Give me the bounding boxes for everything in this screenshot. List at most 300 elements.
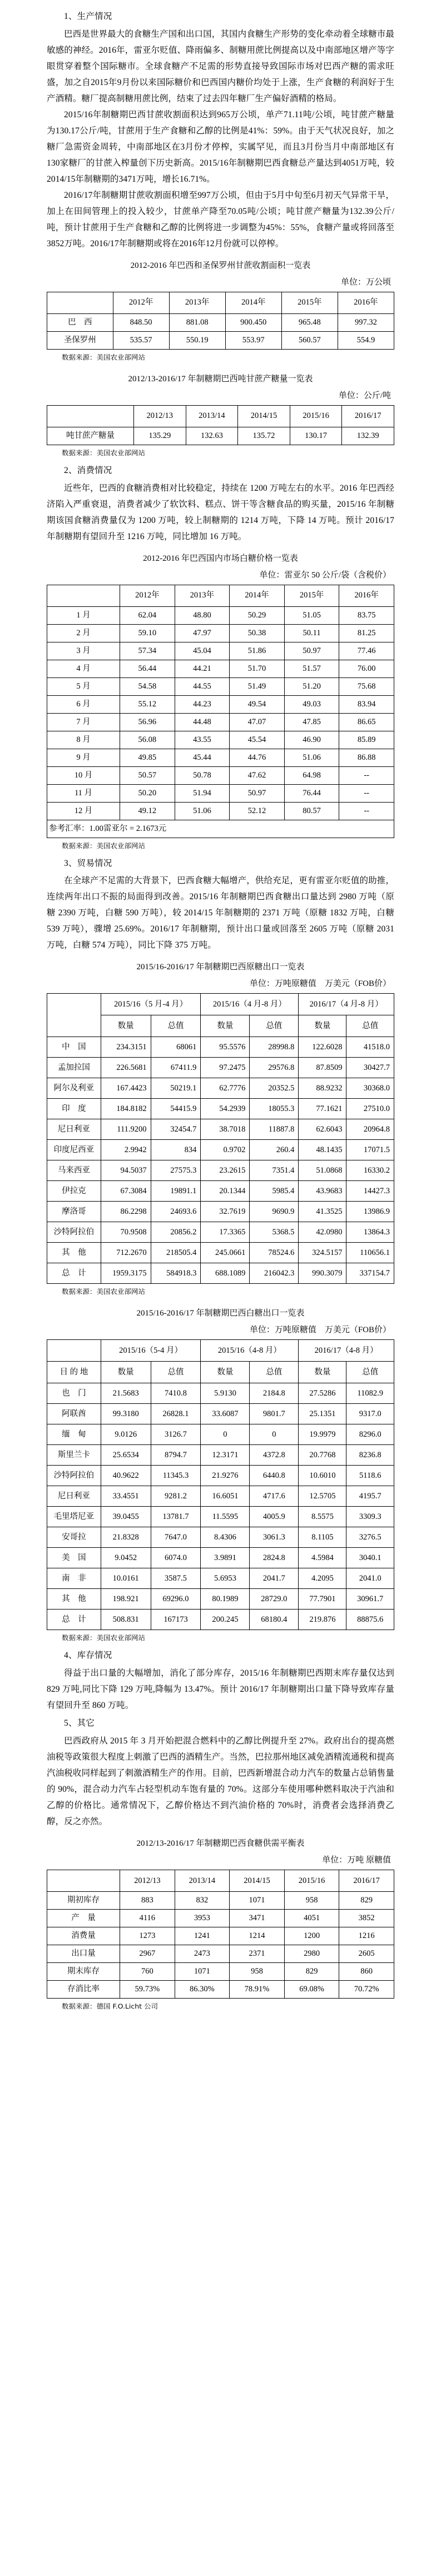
cell-value: 1071 — [175, 1962, 230, 1980]
cell-value: 29576.8 — [250, 1058, 299, 1078]
cell-value: 8794.7 — [151, 1445, 201, 1466]
cell-value: 86.30% — [175, 1980, 230, 1998]
cell-value: 0 — [201, 1424, 250, 1445]
table-white-sugar-export — [47, 1339, 394, 1630]
cell-value: 75.68 — [339, 677, 394, 695]
source-note: 数据来源：美国农业部网站 — [62, 1634, 146, 1642]
cell-value: 40.9622 — [101, 1466, 151, 1486]
cell-value: 4116 — [120, 1909, 175, 1927]
paragraph-other-1: 巴西政府从 2015 年 3 月开始把混合燃料中的乙醇比例提升至 27%。政府出台的提高燃油税等政策很大程度上刺激了巴西的酒精生产。当然，巴拉那州地区减免酒精流通税和提高汽油税收同样起到了刺激酒精生产的作用。目前，巴西新增混合动力汽车的数量占总销售量的 90%，混合动力汽车占轻型机动车饱有量的 70%。这部分车使用哪种燃料取决于汽油和乙醇的价格比。通常情况下，乙醇价格达不到汽油价格的 70%时，消费者会选择消费乙醇，反之亦然。 — [47, 1736, 394, 1826]
cell-value: 50.38 — [230, 624, 285, 642]
cell-value: 54.2939 — [201, 1099, 250, 1119]
cell-value: 1959.3175 — [101, 1263, 151, 1284]
cell-value: 55.12 — [120, 695, 175, 713]
cell-value: 68061 — [151, 1037, 201, 1058]
table-row — [47, 1445, 394, 1466]
row-label: 1 月 — [47, 606, 120, 624]
row-label: 中 国 — [47, 1037, 101, 1058]
row-label: 其 他 — [47, 1589, 101, 1610]
row-label: 8 月 — [47, 731, 120, 749]
cell-value: 50219.1 — [151, 1078, 201, 1099]
table-row — [47, 1466, 394, 1486]
cell-value: 132.63 — [186, 427, 238, 445]
table-title-yield: 2012/13-2016/17 年制糖期巴西吨甘蔗产糖量一览表 — [128, 374, 313, 383]
cell-header: 数量 — [299, 1362, 346, 1383]
cell-value: 27575.3 — [151, 1160, 201, 1181]
cell-value: 965.48 — [281, 313, 338, 331]
row-label: 11 月 — [47, 784, 120, 802]
cell-value: 25.6534 — [101, 1445, 151, 1466]
table-row — [47, 313, 394, 331]
cell-value: 1071 — [230, 1891, 285, 1909]
row-label: 4 月 — [47, 660, 120, 677]
cell-value: 57.34 — [120, 642, 175, 660]
table-row — [47, 427, 394, 445]
cell-header: 数量 — [101, 1362, 151, 1383]
row-label: 缅 甸 — [47, 1424, 101, 1445]
table-row — [47, 677, 394, 695]
cell-value: 18055.3 — [250, 1099, 299, 1119]
table-row — [47, 1870, 394, 1891]
cell-value: 881.08 — [169, 313, 225, 331]
cell-value: -- — [339, 784, 394, 802]
table-row — [47, 642, 394, 660]
section-heading-consumption: 2、消费情况 — [64, 465, 112, 475]
cell-value: 135.29 — [134, 427, 186, 445]
cell-value: 560.57 — [281, 331, 338, 349]
cell-header — [47, 994, 101, 1037]
cell-header: 2014/15 — [238, 405, 290, 427]
cell-value: 50.78 — [175, 766, 230, 784]
cell-value: 7647.0 — [151, 1527, 201, 1548]
cell-value: 85.89 — [339, 731, 394, 749]
table-row — [47, 820, 394, 838]
table-row — [47, 1362, 394, 1383]
paragraph-production-1: 巴西是世界最大的食糖生产国和出口国，其国内食糖生产形势的变化牵动着全球糖市最敏感的神经。2016年，雷亚尔贬值、降雨偏多、制糖用蔗比例提高以及中南部地区增产等字眼贯穿着整个国际糖市。全球食糖产不足需的形势直接导致国际市场对巴西产糖的需求旺盛，加之自2015年9月份以来国际糖价和巴西国内糖价均处于上涨，生产食糖的利润好于生产酒精。糖厂提高制糖用蔗比例，结束了过去四年糖厂生产偏好酒精的格局。 — [47, 29, 394, 103]
cell-value: 47.07 — [230, 713, 285, 731]
cell-value: 44.55 — [175, 677, 230, 695]
table-row — [47, 624, 394, 642]
cell-value: 9690.9 — [250, 1202, 299, 1222]
cell-value: 45.04 — [175, 642, 230, 660]
table-row — [47, 1340, 394, 1362]
cell-value: 39.0455 — [101, 1507, 151, 1527]
cell-value: 226.5681 — [101, 1058, 151, 1078]
paragraph-production-2: 2015/16年制糖期巴西甘蔗收割面积达到965万公顷，单产71.11吨/公顷，吨甘蔗产糖量为130.17公斤/吨，甘蔗用于生产食糖和乙醇的比例是41%：59%。由于天气状况良好，加之糖厂急需资金周转，中南部地区在3月份才停榨，实属罕见，而且3月份当月中南部地区有130家糖厂的甘蔗入榨量创下历史新高。2015/16年制糖期巴西食糖总产量达到4051万吨，较2014/15年制糖期的3471万吨，增长16.71%。 — [47, 109, 394, 184]
row-label: 7 月 — [47, 713, 120, 731]
cell-header — [47, 405, 134, 427]
cell-value: 14427.3 — [346, 1181, 394, 1202]
cell-value: 2041.0 — [346, 1568, 394, 1589]
cell-value: 2041.7 — [250, 1568, 299, 1589]
cell-header: 数量 — [101, 1015, 151, 1037]
cell-value: 51.49 — [230, 677, 285, 695]
cell-value: 20856.2 — [151, 1222, 201, 1243]
cell-value: 5985.4 — [250, 1181, 299, 1202]
cell-header — [47, 1870, 120, 1891]
cell-header: 数量 — [299, 1015, 346, 1037]
cell-value: 10.0161 — [101, 1568, 151, 1589]
cell-value: 554.9 — [338, 331, 394, 349]
cell-value: 3953 — [175, 1909, 230, 1927]
table-row — [47, 1980, 394, 1998]
cell-value: 883 — [120, 1891, 175, 1909]
cell-value: 1216 — [339, 1927, 394, 1945]
cell-value: 28729.0 — [250, 1589, 299, 1610]
row-label: 总 计 — [47, 1263, 101, 1284]
cell-value: 337154.7 — [346, 1263, 394, 1284]
cell-value: 219.876 — [299, 1610, 346, 1630]
cell-header-group: 2015/16（5 月-4 月） — [101, 994, 201, 1015]
cell-value: 12.5705 — [299, 1486, 346, 1507]
section-heading-trade: 3、贸易情况 — [64, 858, 112, 868]
table-row — [47, 1383, 394, 1404]
table-row — [47, 1568, 394, 1589]
table-row — [47, 1181, 394, 1202]
cell-value: 3126.7 — [151, 1424, 201, 1445]
cell-value: 67411.9 — [151, 1058, 201, 1078]
row-label: 阿联酋 — [47, 1404, 101, 1424]
cell-header: 总值 — [346, 1015, 394, 1037]
table-unit-raw-export: 单位：万吨原糖值 万美元（FOB价） — [249, 979, 391, 989]
cell-value: 2980 — [284, 1945, 339, 1962]
cell-value: 11082.9 — [346, 1383, 394, 1404]
row-label: 产 量 — [47, 1909, 120, 1927]
table-row — [47, 1160, 394, 1181]
cell-value: 50.29 — [230, 606, 285, 624]
cell-value: 88.9232 — [299, 1078, 346, 1099]
source-note-licht: 数据来源：德国 F.O.Licht 公司 — [62, 2002, 158, 2010]
cell-value: 6074.0 — [151, 1548, 201, 1568]
cell-value: 198.921 — [101, 1589, 151, 1610]
table-row — [47, 1527, 394, 1548]
cell-value: 80.1989 — [201, 1589, 250, 1610]
cell-value: 21.9276 — [201, 1466, 250, 1486]
cell-value: 59.73% — [120, 1980, 175, 1998]
cell-value: 51.06 — [284, 749, 339, 766]
row-label: 印度尼西亚 — [47, 1140, 101, 1160]
cell-value: 2605 — [339, 1945, 394, 1962]
cell-value: 62.04 — [120, 606, 175, 624]
cell-value: 70.9508 — [101, 1222, 151, 1243]
cell-value: 13781.7 — [151, 1507, 201, 1527]
cell-value: 5.9130 — [201, 1383, 250, 1404]
cell-value: 13864.3 — [346, 1222, 394, 1243]
cell-header: 总值 — [346, 1362, 394, 1383]
cell-value: 9.0452 — [101, 1548, 151, 1568]
cell-value: 52.12 — [230, 802, 285, 820]
cell-value: 68180.4 — [250, 1610, 299, 1630]
cell-header-group: 2015/16（5-4 月） — [101, 1340, 201, 1362]
cell-value: 62.7776 — [201, 1078, 250, 1099]
cell-value: 4372.8 — [250, 1445, 299, 1466]
cell-value: 43.9683 — [299, 1181, 346, 1202]
row-label: 3 月 — [47, 642, 120, 660]
cell-value: 4717.6 — [250, 1486, 299, 1507]
cell-value: 80.57 — [284, 802, 339, 820]
cell-header-group: 2015/16（4 月-8 月） — [201, 994, 299, 1015]
cell-value: 111.9200 — [101, 1119, 151, 1140]
cell-header: 目 的 地 — [47, 1362, 101, 1383]
cell-value: 64.98 — [284, 766, 339, 784]
cell-value: 829 — [284, 1962, 339, 1980]
cell-value: 218505.4 — [151, 1243, 201, 1263]
cell-value: 30368.0 — [346, 1078, 394, 1099]
table-row — [47, 1078, 394, 1099]
paragraph-inventory-1: 得益于出口量的大幅增加，消化了部分库存，2015/16 年制糖期巴西期末库存量仅达到 829 万吨,同比下降 129 万吨,降幅为 13.47%。预计 2016/17 年制糖期出口量下降导致库存量有望回升至 860 万吨。 — [47, 1668, 394, 1711]
cell-value: 44.76 — [230, 749, 285, 766]
cell-value: 78.91% — [230, 1980, 285, 1998]
table-row — [47, 1909, 394, 1927]
table-row — [47, 1058, 394, 1078]
cell-header-group: 2016/17（4-8 月） — [299, 1340, 394, 1362]
cell-header: 2013年 — [175, 585, 230, 606]
cell-value: 50.97 — [230, 784, 285, 802]
cell-value: 48.1435 — [299, 1140, 346, 1160]
table-row — [47, 606, 394, 624]
cell-value: 860 — [339, 1962, 394, 1980]
cell-value: 59.10 — [120, 624, 175, 642]
cell-header: 2012年 — [113, 292, 169, 313]
cell-value: 2184.8 — [250, 1383, 299, 1404]
table-row — [47, 1243, 394, 1263]
table-row — [47, 331, 394, 349]
row-label: 阿尔及利亚 — [47, 1078, 101, 1099]
row-label: 9 月 — [47, 749, 120, 766]
cell-header — [47, 1340, 101, 1362]
cell-value: 30427.7 — [346, 1058, 394, 1078]
cell-value: 94.5037 — [101, 1160, 151, 1181]
section-heading-production: 1、生产情况 — [64, 12, 112, 21]
row-label: 南 非 — [47, 1568, 101, 1589]
cell-value: 3061.3 — [250, 1527, 299, 1548]
cell-value: 5118.6 — [346, 1466, 394, 1486]
cell-value: 17.3365 — [201, 1222, 250, 1243]
cell-value: 550.19 — [169, 331, 225, 349]
cell-value: 78524.6 — [250, 1243, 299, 1263]
table-row — [47, 1202, 394, 1222]
cell-value: 260.4 — [250, 1140, 299, 1160]
cell-value: 997.32 — [338, 313, 394, 331]
cell-value: 11887.8 — [250, 1119, 299, 1140]
cell-header: 总值 — [250, 1015, 299, 1037]
cell-header: 总值 — [151, 1015, 201, 1037]
row-label: 期末库存 — [47, 1962, 120, 1980]
cell-value: 95.5576 — [201, 1037, 250, 1058]
table-row — [47, 1404, 394, 1424]
source-note: 数据来源：美国农业部网站 — [62, 841, 146, 850]
cell-value: 122.6028 — [299, 1037, 346, 1058]
cell-header: 2015/16 — [284, 1870, 339, 1891]
cell-value: 26828.1 — [151, 1404, 201, 1424]
cell-value: 4.2095 — [299, 1568, 346, 1589]
cell-value: 51.20 — [284, 677, 339, 695]
table-row — [47, 1548, 394, 1568]
cell-value: 2371 — [230, 1945, 285, 1962]
cell-value: 49.12 — [120, 802, 175, 820]
cell-value: 8296.0 — [346, 1424, 394, 1445]
table-row — [47, 1610, 394, 1630]
cell-value: 13986.9 — [346, 1202, 394, 1222]
cell-value: 9281.2 — [151, 1486, 201, 1507]
table-row — [47, 1037, 394, 1058]
cell-value: 958 — [284, 1891, 339, 1909]
cell-header — [47, 292, 113, 313]
cell-value: 54.58 — [120, 677, 175, 695]
row-label: 圣保罗州 — [47, 331, 113, 349]
cell-value: 553.97 — [225, 331, 281, 349]
cell-value: 47.62 — [230, 766, 285, 784]
row-label: 摩洛哥 — [47, 1202, 101, 1222]
cell-value: 46.90 — [284, 731, 339, 749]
cell-value: 2.9942 — [101, 1140, 151, 1160]
cell-value: 97.2475 — [201, 1058, 250, 1078]
row-label: 消费量 — [47, 1927, 120, 1945]
table-raw-sugar-export — [47, 993, 394, 1284]
row-label: 伊拉克 — [47, 1181, 101, 1202]
table-unit-white-export: 单位：万吨原糖值 万美元（FOB价） — [249, 1326, 391, 1335]
cell-value: 4.5984 — [299, 1548, 346, 1568]
cell-value: 216042.3 — [250, 1263, 299, 1284]
cell-value: 2824.8 — [250, 1548, 299, 1568]
cell-value: 44.21 — [175, 660, 230, 677]
cell-value: 245.0661 — [201, 1243, 250, 1263]
table-row — [47, 695, 394, 713]
cell-value: 77.1621 — [299, 1099, 346, 1119]
row-label: 沙特阿拉伯 — [47, 1466, 101, 1486]
row-label: 印 度 — [47, 1099, 101, 1119]
row-label: 5 月 — [47, 677, 120, 695]
cell-value: 44.23 — [175, 695, 230, 713]
cell-value: 69.08% — [284, 1980, 339, 1998]
cell-value: 9.0126 — [101, 1424, 151, 1445]
cell-value: 88875.6 — [346, 1610, 394, 1630]
table-row — [47, 1945, 394, 1962]
cell-value: 33.6087 — [201, 1404, 250, 1424]
cell-value: 19.9979 — [299, 1424, 346, 1445]
table-title-balance: 2012/13-2016/17 年制糖期巴西食糖供需平衡表 — [136, 1838, 305, 1848]
cell-value: 167173 — [151, 1610, 201, 1630]
cell-header: 2016年 — [339, 585, 394, 606]
table-row — [47, 766, 394, 784]
exchange-rate-note: 参考汇率：1.00雷亚尔 = 2.1673元 — [47, 820, 394, 838]
cell-value: 3587.5 — [151, 1568, 201, 1589]
table-row — [47, 1099, 394, 1119]
cell-value: 20.7768 — [299, 1445, 346, 1466]
row-label: 6 月 — [47, 695, 120, 713]
row-label: 期初库存 — [47, 1891, 120, 1909]
cell-value: 47.85 — [284, 713, 339, 731]
cell-value: 167.4423 — [101, 1078, 151, 1099]
table-supply-demand-balance — [47, 1870, 394, 1999]
cell-value: 86.65 — [339, 713, 394, 731]
cell-header: 2012/13 — [134, 405, 186, 427]
cell-value: 76.44 — [284, 784, 339, 802]
cell-value: -- — [339, 802, 394, 820]
cell-value: 6440.8 — [250, 1466, 299, 1486]
table-unit-balance: 单位：万吨 原糖值 — [322, 1855, 391, 1865]
cell-header: 2014年 — [230, 585, 285, 606]
cell-value: 688.1089 — [201, 1263, 250, 1284]
section-heading-other: 5、其它 — [64, 1718, 95, 1728]
cell-header: 2013/14 — [186, 405, 238, 427]
paragraph-production-3: 2016/17年制糖期甘蔗收割面积增至997万公顷，但由于5月中旬至6月初天气异常干旱，加上在田间管理上的投入较少，甘蔗单产降至70.05吨/公顷；吨甘蔗产糖量为132.39公斤/吨，预计甘蔗用于生产食糖和乙醇的比例将进一步调整为45%：55%，食糖产量或将回落至3852万吨。2016/17年制糖期或将在2016年12月份就可以停榨。 — [47, 190, 394, 248]
row-label: 总 计 — [47, 1610, 101, 1630]
source-note: 数据来源：美国农业部网站 — [62, 449, 146, 457]
cell-value: 54415.9 — [151, 1099, 201, 1119]
cell-value: 23.2615 — [201, 1160, 250, 1181]
cell-value: 3309.3 — [346, 1507, 394, 1527]
row-label: 10 月 — [47, 766, 120, 784]
cell-value: 17071.5 — [346, 1140, 394, 1160]
paragraph-trade-1: 在全球产不足需的大背景下，巴西食糖大幅增产，供给充足，更有雷亚尔贬值的助推，连续两年出口不振的局面得到改善。2015/16 年制糖期巴西食糖出口量达到 2980 万吨（原糖 2390 万吨，白糖 590 万吨），较 2014/15 年制糖期的 2371 万吨（原糖 1832 万吨，白糖 539 万吨），骤增 25.69%。2016/17 年制糖期，预计出口量或回落至 2605 万吨（原糖 2031 万吨，白糖 574 万吨），同比下降 375 万吨。 — [47, 876, 394, 950]
cell-value: 33.4551 — [101, 1486, 151, 1507]
table-row — [47, 784, 394, 802]
cell-header: 2016年 — [338, 292, 394, 313]
cell-value: 51.86 — [230, 642, 285, 660]
cell-value: 712.2670 — [101, 1243, 151, 1263]
cell-value: 19891.1 — [151, 1181, 201, 1202]
row-label: 尼日利亚 — [47, 1119, 101, 1140]
table-title-white-export: 2015/16-2016/17 年制糖期巴西白糖出口一览表 — [136, 1309, 305, 1318]
cell-header-group: 2015/16（4-8 月） — [201, 1340, 299, 1362]
cell-value: 135.72 — [238, 427, 290, 445]
row-label: 马来西亚 — [47, 1160, 101, 1181]
table-row — [47, 1222, 394, 1243]
cell-value: 51.70 — [230, 660, 285, 677]
cell-value: 51.06 — [175, 802, 230, 820]
cell-header: 2016/17 — [342, 405, 394, 427]
cell-value: 848.50 — [113, 313, 169, 331]
cell-value: 1214 — [230, 1927, 285, 1945]
cell-value: 45.54 — [230, 731, 285, 749]
cell-value: 584918.3 — [151, 1263, 201, 1284]
cell-value: 81.25 — [339, 624, 394, 642]
row-label: 2 月 — [47, 624, 120, 642]
cell-value: 508.831 — [101, 1610, 151, 1630]
cell-value: 184.8182 — [101, 1099, 151, 1119]
table-row — [47, 585, 394, 606]
section-heading-inventory: 4、库存情况 — [64, 1651, 112, 1661]
cell-value: 20352.5 — [250, 1078, 299, 1099]
cell-value: 900.450 — [225, 313, 281, 331]
table-unit-yield: 单位：公斤/吨 — [338, 391, 391, 400]
cell-value: 27510.0 — [346, 1099, 394, 1119]
row-label: 其 他 — [47, 1243, 101, 1263]
cell-value: 50.20 — [120, 784, 175, 802]
table-row — [47, 1263, 394, 1284]
table-row — [47, 749, 394, 766]
table-row — [47, 1424, 394, 1445]
cell-value: 0.9702 — [201, 1140, 250, 1160]
cell-value: 7351.4 — [250, 1160, 299, 1181]
cell-value: 30961.7 — [346, 1589, 394, 1610]
cell-value: 56.08 — [120, 731, 175, 749]
cell-value: 70.72% — [339, 1980, 394, 1998]
cell-value: 41518.0 — [346, 1037, 394, 1058]
table-row — [47, 1589, 394, 1610]
table-row — [47, 1486, 394, 1507]
row-label: 存消比率 — [47, 1980, 120, 1998]
row-label: 孟加拉国 — [47, 1058, 101, 1078]
cell-value: 1273 — [120, 1927, 175, 1945]
row-label: 毛里塔尼亚 — [47, 1507, 101, 1527]
cell-value: 76.00 — [339, 660, 394, 677]
cell-value: 9801.7 — [250, 1404, 299, 1424]
cell-header — [47, 585, 120, 606]
cell-value: 43.55 — [175, 731, 230, 749]
cell-header: 数量 — [201, 1362, 250, 1383]
